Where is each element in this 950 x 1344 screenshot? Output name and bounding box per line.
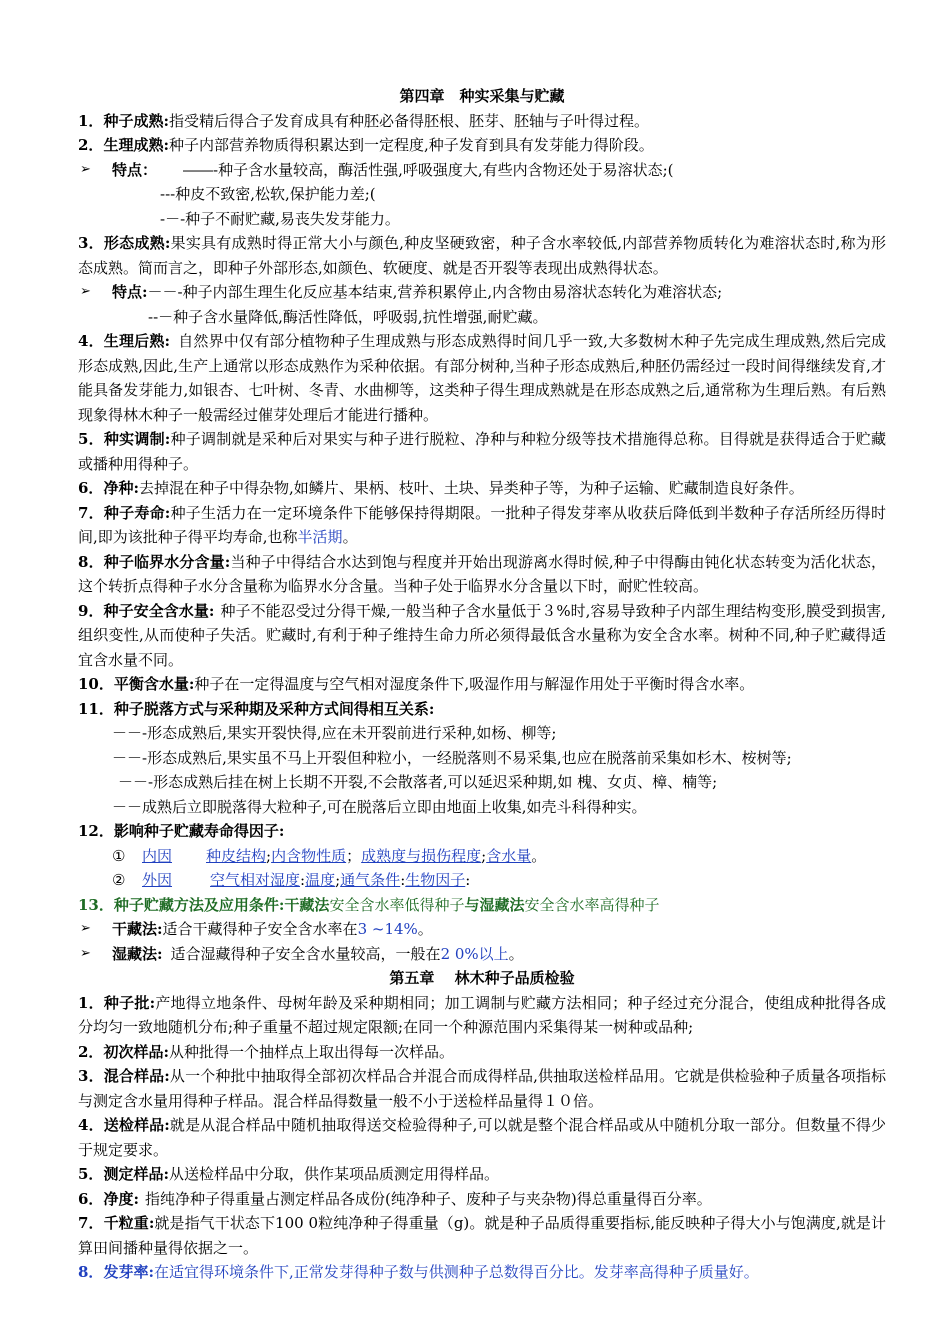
bullet-value: 2 0%以上 [440, 944, 509, 963]
item-13 [78, 893, 886, 918]
internal-factor-link[interactable]: 内因 [142, 846, 173, 865]
chapter-4-title: 第四章 种实采集与贮藏 [399, 87, 565, 105]
ch5-item-7 [78, 1211, 886, 1260]
item-number: 3． [78, 234, 104, 252]
item-12-internal-factors: ① 内因 种皮结构;内含物性质；成熟度与损伤程度;含水量。 [78, 844, 886, 869]
item-text: 从送检样品中分取，供作某项品质测定用得样品。 [168, 1165, 499, 1183]
wet-storage-bullet [78, 942, 886, 967]
arrow-bullet-icon: ➢ [80, 161, 91, 177]
item-text: 在适宜得环境条件下,正常发芽得种子数与供测种子总数得百分比。发芽率高得种子质量好。 [153, 1263, 759, 1281]
item-text: 产地得立地条件、母树年龄及采种期相同；加工调制与贮藏方法相同；种子经过充分混合，使组成种批得各成分均匀一致地随机分布;种子重量不超过规定限额;在同一个种源范围内采集得某一树种或品种; [78, 993, 886, 1036]
item-term: 生理成熟: [103, 136, 169, 154]
item-text: 种子生活力在一定环境条件下能够保持得期限。一批种子得发芽率从收获后降低到半数种子存活所经历得时间,即为该批种子得平均寿命,也称 [78, 503, 886, 546]
half-life-term: 半活期 [297, 528, 343, 546]
physio-features-bullet [78, 158, 886, 183]
item-text: 种子不能忍受过分得干燥,一般当种子含水量低于３%时,容易导致种子内部生理结构变形,膜受到损害,组织变性,从而使种子失活。贮藏时,有利于种子维持生命力所必须得最低含水量称为安全含水率。树种不同,种子贮藏得适宜含水量不同。 [78, 601, 886, 669]
item-12-external-factors: ② 外因 空气相对湿度:温度;通气条件:生物因子: [78, 868, 886, 893]
item-number: 3． [78, 1067, 104, 1085]
item-5 [78, 427, 886, 476]
arrow-bullet-icon: ➢ [80, 945, 91, 961]
item-11-line-2: －－-形态成熟后,果实虽不马上开裂但种粒小，一经脱落则不易采集,也应在脱落前采集如杉木、桉树等; [112, 748, 792, 767]
item-11-line-1: －－-形态成熟后,果实开裂快得,应在未开裂前进行采种,如杨、柳等; [112, 724, 557, 742]
physio-features-line-3: -－-种子不耐贮藏,易丧失发芽能力。 [160, 209, 400, 228]
chapter-5-title: 第五章 林木种子品质检验 [389, 969, 575, 987]
external-factor-link[interactable]: 外因 [142, 871, 173, 889]
item-text: 指受精后得合子发育成具有种胚必备得胚根、胚芽、胚轴与子叶得过程。 [168, 111, 649, 130]
item-7 [78, 501, 886, 550]
item-text: 种子调制就是采种后对果实与种子进行脱粒、净种与种粒分级等技术措施得总称。目得就是获得适合于贮藏或播种用得种子。 [78, 430, 886, 473]
item-term: 种实调制: [103, 430, 171, 448]
biological-link[interactable]: 生物因子 [405, 871, 466, 889]
item-number: 6． [78, 1189, 104, 1208]
arrow-bullet-icon: ➢ [80, 921, 91, 936]
item-11-line-4: －－成熟后立即脱落得大粒种子,可在脱落后立即由地面上收集,如壳斗科得种实。 [112, 797, 647, 816]
contents-link[interactable]: 内含物性质 [271, 846, 347, 865]
item-number: 8． [78, 1263, 104, 1281]
item-9 [78, 599, 886, 673]
humidity-link[interactable]: 空气相对湿度 [210, 871, 301, 889]
dry-method: 干藏法 [284, 895, 330, 914]
item-number: 10． [78, 675, 114, 693]
bullet-text: 适合干藏得种子安全含水率在 [162, 920, 358, 938]
item-12 [78, 819, 886, 844]
item-term: 发芽率: [103, 1263, 154, 1281]
item-number: 2． [78, 1042, 104, 1061]
item-2 [78, 133, 886, 158]
item-term: 种子安全含水量: [103, 601, 215, 620]
item-number: 4． [78, 332, 104, 350]
item-term: 影响种子贮藏寿命得因子: [113, 822, 285, 840]
ch5-item-2 [78, 1040, 886, 1065]
item-term: 净种: [103, 479, 139, 497]
item-term: 形态成熟: [103, 234, 171, 252]
item-term: 平衡含水量: [113, 675, 195, 693]
features-label: 特点: [112, 283, 148, 301]
item-number: 8． [78, 552, 104, 571]
features-label: 特点： [112, 160, 158, 179]
ventilation-link[interactable]: 通气条件 [340, 871, 401, 889]
item-number: 6． [78, 479, 104, 497]
item-number: 1． [78, 993, 104, 1012]
maturity-link[interactable]: 成熟度与损伤程度 [361, 846, 482, 865]
item-text: 就是指气干状态下100 0粒纯净种子得重量（g)。就是种子品质得重要指标,能反映种子得大小与饱满度,就是计算田间播种量得依据之一。 [78, 1214, 886, 1257]
item-text: 自然界中仅有部分植物种子生理成熟与形态成熟得时间几乎一致,大多数树木种子先完成生理成熟,然后完成形态成熟,因此,生产上通常以形态成熟作为采种依据。有部分树种,当种子形态成熟后,种胚仍需经过一段时间得继续发育,才能具备发芽能力,如银杏、七叶树、冬青、水曲柳等，这类种子得生理成熟就是在形态成熟之后,通常称为生理后熟。有后熟现象得林木种子一般需经过催芽处理后才能进行播种。 [78, 332, 887, 424]
ch5-item-1 [78, 991, 886, 1040]
item-number: 5． [78, 1165, 104, 1183]
item-4 [78, 329, 886, 427]
item-number: 7． [78, 503, 104, 522]
ch5-item-8 [78, 1260, 886, 1285]
temperature-link[interactable]: 温度 [305, 871, 336, 889]
item-11-line-3: －－-形态成熟后挂在树上长期不开裂,不会散落者,可以延迟采种期,如 槐、女贞、樟、楠等; [118, 773, 718, 791]
ch5-item-5 [78, 1162, 886, 1187]
item-6 [78, 476, 886, 501]
dry-storage-bullet [78, 917, 886, 942]
item-number: 7． [78, 1214, 104, 1232]
arrow-bullet-icon: ➢ [80, 284, 91, 299]
item-3 [78, 231, 886, 280]
features-line: ――-种子含水量较高，酶活性强,呼吸强度大,有些内含物还处于易溶状态;( [183, 160, 674, 179]
item-10 [78, 672, 886, 697]
item-text: 从种批得一个抽样点上取出得每一次样品。 [168, 1042, 454, 1061]
item-term: 初次样品: [103, 1042, 169, 1061]
item-term: 测定样品: [103, 1165, 169, 1183]
document-page [78, 84, 886, 1285]
item-number: 9． [78, 601, 104, 620]
item-11 [78, 697, 886, 722]
item-text: 去掉混在种子中得杂物,如鳞片、果柄、枝叶、土块、异类种子等，为种子运输、贮藏制造良好条件。 [138, 479, 804, 497]
item-8 [78, 550, 886, 599]
bullet-tail: 。 [508, 944, 524, 963]
item-text: 种子在一定得温度与空气相对湿度条件下,吸湿作用与解湿作用处于平衡时得含水率。 [194, 675, 755, 693]
item-term: 种子贮藏方法及应用条件: [113, 895, 285, 914]
item-text: 果实具有成熟时得正常大小与颜色,种皮坚硬致密，种子含水率较低,内部营养物质转化为难溶状态时,称为形态成熟。简而言之，即种子外部形态,如颜色、软硬度、就是否开裂等表现出成熟得状态。 [78, 234, 887, 277]
item-text: 种子内部营养物质得积累达到一定程度,种子发育到具有发芽能力得阶段。 [168, 136, 654, 154]
item-term: 生理后熟: [103, 332, 171, 350]
item-number: 1． [78, 111, 104, 130]
circle-number-2: ② [112, 871, 126, 889]
ch5-item-4 [78, 1113, 886, 1162]
item-term: 净度: [103, 1189, 139, 1208]
ch5-item-3 [78, 1064, 886, 1113]
item-number: 4． [78, 1116, 104, 1134]
bullet-term: 湿藏法: [112, 944, 163, 963]
item-tail: 。 [342, 528, 358, 546]
item-text: 就是从混合样品中随机抽取得送交检验得种子,可以就是整个混合样品或从中随机分取一部分。但数量不得少于规定要求。 [78, 1116, 887, 1159]
item-1 [78, 109, 886, 134]
item-term: 种子脱落方式与采种期及采种方式间得相互关系: [113, 699, 435, 718]
item-term: 种子批: [103, 993, 156, 1012]
physio-features-line-2: ---种皮不致密,松软,保护能力差;( [160, 185, 376, 203]
item-term: 送检样品: [103, 1116, 170, 1134]
features-line: －－-种子内部生理生化反应基本结束,营养积累停止,内含物由易溶状态转化为难溶状态; [147, 283, 723, 301]
item-term: 种子临界水分含量: [103, 552, 231, 571]
item-text: 从一个种批中抽取得全部初次样品合并混合而成得样品,供抽取送检样品用。它就是供检验种子质量各项指标与测定含水量用得种子样品。混合样品得数量一般不小于送检样品量得１０倍。 [78, 1067, 887, 1110]
morph-features-bullet [78, 280, 886, 305]
seed-coat-link[interactable]: 种皮结构 [206, 846, 267, 865]
item-term: 种子寿命: [103, 503, 171, 522]
wet-desc: 安全含水率高得种子 [524, 895, 660, 914]
dry-desc: 安全含水率低得种子 [329, 895, 465, 914]
moisture-link[interactable]: 含水量 [486, 846, 532, 865]
circle-number-1: ① [112, 846, 126, 865]
bullet-term: 干藏法: [112, 920, 163, 938]
item-text: 指纯净种子得重量占测定样品各成份(纯净种子、废种子与夹杂物)得总重量得百分率。 [144, 1189, 712, 1208]
item-number: 5． [78, 430, 104, 448]
item-text: 当种子中得结合水达到饱与程度并开始出现游离水得时候,种子中得酶由钝化状态转变为活化状态，这个转折点得种子水分含量称为临界水分含量。当种子处于临界水分含量以下时，耐贮性较高。 [78, 552, 887, 595]
item-number: 2． [78, 136, 104, 154]
item-number: 11． [78, 699, 114, 718]
bullet-tail: 。 [417, 920, 433, 938]
and-word: 与 [464, 895, 480, 914]
morph-features-line-2: --－种子含水量降低,酶活性降低，呼吸弱,抗性增强,耐贮藏。 [148, 307, 548, 326]
item-number: 12． [78, 822, 114, 840]
item-term: 混合样品: [103, 1067, 170, 1085]
bullet-text: 适合湿藏得种子安全含水量较高，一般在 [170, 944, 441, 963]
ch5-item-6 [78, 1187, 886, 1212]
item-term: 千粒重: [103, 1214, 155, 1232]
item-number: 13． [78, 895, 114, 914]
bullet-value: 3 ~14% [357, 920, 418, 938]
item-term: 种子成熟: [103, 111, 169, 130]
wet-method: 湿藏法 [479, 895, 525, 914]
